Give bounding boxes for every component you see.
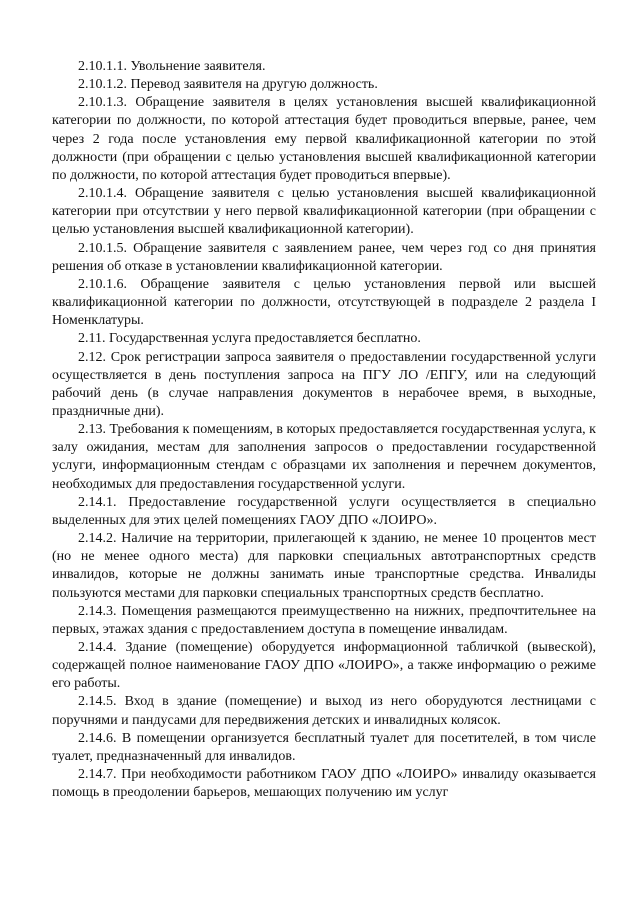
paragraph-2-14-6: 2.14.6. В помещении организуется бесплатный туалет для посетителей, в том числе туалет, предназначенный для инвалидов. [52,730,596,764]
paragraph-2-14-7: 2.14.7. При необходимости работником ГАОУ ДПО «ЛОИРО» инвалиду оказывается помощь в преодолении барьеров, мешающих получению им услуг [52,767,596,801]
paragraph-2-13: 2.13. Требования к помещениям, в которых предоставляется государственная услуга, к залу ожидания, местам для заполнения запросов о предоставлении государственной услуги, информационным стендам с образцами их заполнения и перечнем документов, необходимых для предоставления государственной услуги. [52,422,596,492]
paragraph-2-10-1-3: 2.10.1.3. Обращение заявителя в целях установления высшей квалификационной категории по должности, по которой аттестация будет проводиться впервые, ранее, чем через 2 года после установления ему первой квалификационной категории по этой должности (при обращении с целью установления высшей квалификационной категории по должности, по которой аттестация будет проводиться впервые). [52,95,596,183]
paragraph-2-11: 2.11. Государственная услуга предоставляется бесплатно. [78,331,421,347]
paragraph-2-14-3: 2.14.3. Помещения размещаются преимущественно на нижних, предпочтительнее на первых, этажах здания с предоставлением доступа в помещение инвалидам. [52,603,596,637]
document-page [52,58,596,802]
paragraph-2-10-1-5: 2.10.1.5. Обращение заявителя с заявлением ранее, чем через год со дня принятия решения об отказе в установлении квалификационной категории. [52,240,596,274]
paragraph-2-14-4: 2.14.4. Здание (помещение) оборудуется информационной табличкой (вывеской), содержащей полное наименование ГАОУ ДПО «ЛОИРО», а также информацию о режиме его работы. [52,640,596,692]
paragraph-2-14-5: 2.14.5. Вход в здание (помещение) и выход из него оборудуются лестницами с поручнями и пандусами для передвижения детских и инвалидных колясок. [52,694,596,728]
paragraph-2-10-1-2: 2.10.1.2. Перевод заявителя на другую должность. [78,77,378,93]
paragraph-2-14-1: 2.14.1. Предоставление государственной услуги осуществляется в специально выделенных для этих целей помещениях ГАОУ ДПО «ЛОИРО». [52,494,596,528]
paragraph-2-10-1-6: 2.10.1.6. Обращение заявителя с целью установления первой или высшей квалификационной категории по должности, отсутствующей в подразделе 2 раздела I Номенклатуры. [52,276,596,329]
paragraph-2-12: 2.12. Срок регистрации запроса заявителя о предоставлении государственной услуги осуществляется в день поступления запроса на ПГУ ЛО /ЕПГУ, или на следующий рабочий день (в случае направления документов в нерабочее время, в выходные, праздничные дни). [52,349,596,419]
paragraph-2-14-2: 2.14.2. Наличие на территории, прилегающей к зданию, не менее 10 процентов мест (но не менее одного места) для парковки специальных автотранспортных средств инвалидов, которые не должны занимать иные транспортные средства. Инвалиды пользуются местами для парковки специальных транспортных средств бесплатно. [52,531,596,601]
paragraph-2-10-1-1: 2.10.1.1. Увольнение заявителя. [78,59,266,74]
paragraph-2-10-1-4: 2.10.1.4. Обращение заявителя с целью установления высшей квалификационной категории при отсутствии у него первой квалификационной категории (при обращении с целью установления высшей квалификационной категории). [52,186,596,238]
